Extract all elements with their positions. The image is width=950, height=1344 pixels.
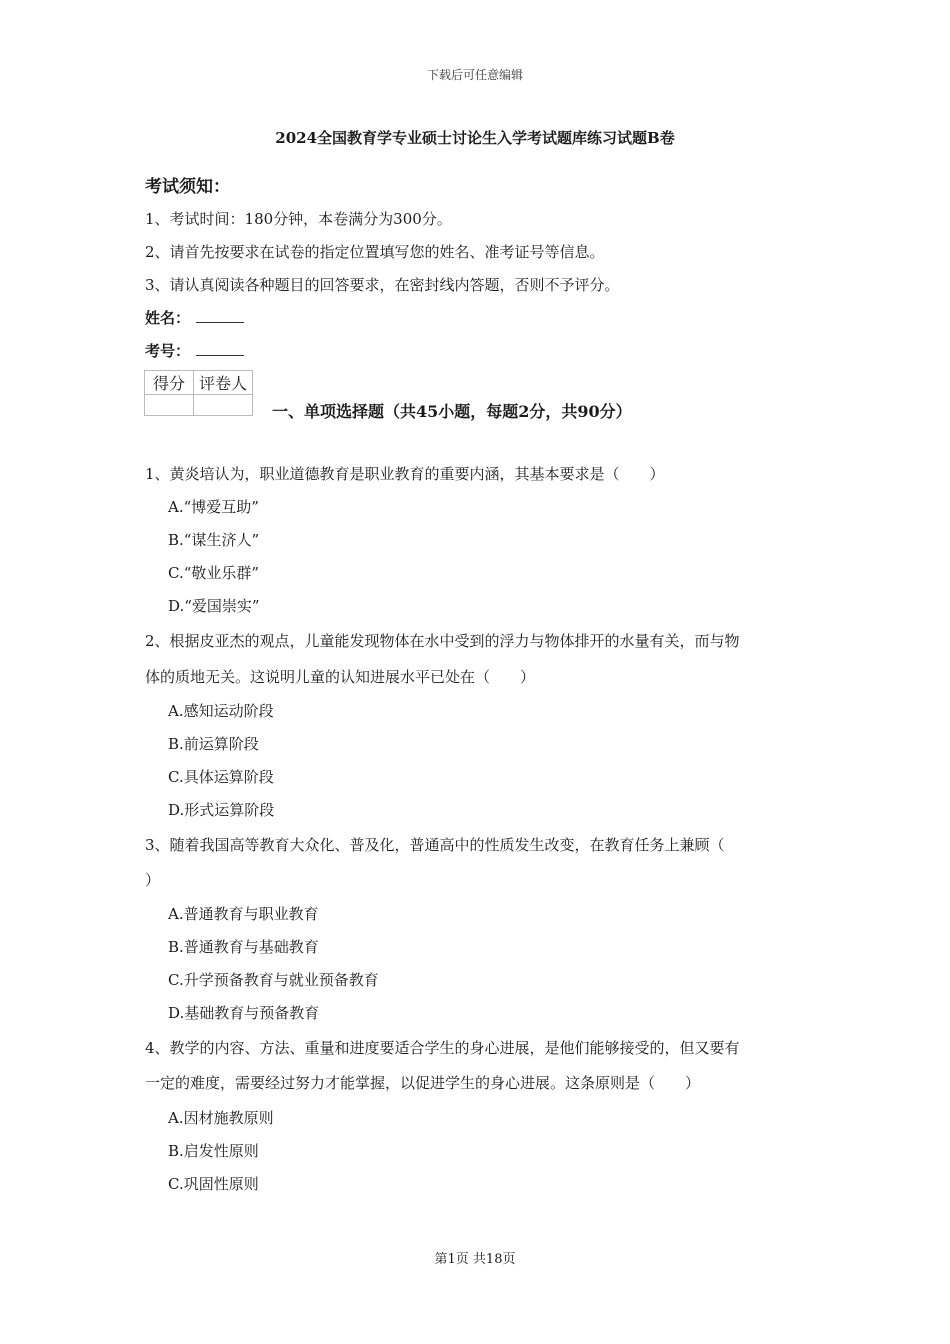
id-blank[interactable] xyxy=(196,341,244,356)
score-header: 得分 xyxy=(145,371,194,395)
page-footer: 第1页 共18页 xyxy=(434,1252,516,1267)
question-text: 1、黄炎培认为，职业道德教育是职业教育的重要内涵，其基本要求是（ ） xyxy=(145,465,665,483)
option-item: B.普通教育与基础教育 xyxy=(168,938,319,956)
question-text: 4、教学的内容、方法、重量和进度要适合学生的身心进展，是他们能够接受的，但又要有 xyxy=(145,1039,740,1057)
option-item: B.启发性原则 xyxy=(168,1142,259,1160)
name-field xyxy=(145,307,244,328)
option-item: C.巩固性原则 xyxy=(168,1175,259,1193)
question-text: 体的质地无关。这说明儿童的认知进展水平已处在（ ） xyxy=(145,668,536,686)
name-blank[interactable] xyxy=(196,308,244,323)
option-item: A.因材施教原则 xyxy=(168,1109,274,1127)
score-table xyxy=(144,370,253,416)
option-item: A.感知运动阶段 xyxy=(168,702,274,720)
question-text: 一定的难度，需要经过努力才能掌握，以促进学生的身心进展。这条原则是（ ） xyxy=(145,1074,701,1092)
question-text: ） xyxy=(145,871,161,889)
notice-item: 1、考试时间：180分钟，本卷满分为300分。 xyxy=(145,210,452,228)
score-cell[interactable] xyxy=(145,395,194,416)
header-note: 下载后可任意编辑 xyxy=(426,68,523,82)
notice-item: 3、请认真阅读各种题目的回答要求，在密封线内答题，否则不予评分。 xyxy=(145,276,620,294)
option-item: A.“博爱互助” xyxy=(168,498,259,516)
grader-cell[interactable] xyxy=(194,395,253,416)
id-field xyxy=(145,340,244,361)
option-item: D.形式运算阶段 xyxy=(168,801,275,819)
option-item: D.“爱国崇实” xyxy=(168,597,260,615)
notice-heading: 考试须知： xyxy=(145,177,230,197)
option-item: C.“敬业乐群” xyxy=(168,564,260,582)
question-text: 2、根据皮亚杰的观点，儿童能发现物体在水中受到的浮力与物体排开的水量有关，而与物 xyxy=(145,632,740,650)
option-item: A.普通教育与职业教育 xyxy=(168,905,319,923)
id-label: 考号： xyxy=(145,342,191,360)
grader-header: 评卷人 xyxy=(194,371,253,395)
question-text: 3、随着我国高等教育大众化、普及化，普通高中的性质发生改变，在教育任务上兼顾（ xyxy=(145,836,725,854)
notice-item: 2、请首先按要求在试卷的指定位置填写您的姓名、准考证号等信息。 xyxy=(145,243,605,261)
document-title: 2024全国教育学专业硕士讨论生入学考试题库练习试题B卷 xyxy=(275,129,675,147)
section-title: 一、单项选择题（共45小题，每题2分，共90分） xyxy=(272,402,632,421)
option-item: B.前运算阶段 xyxy=(168,735,259,753)
option-item: D.基础教育与预备教育 xyxy=(168,1004,320,1022)
option-item: B.“谋生济人” xyxy=(168,531,260,549)
name-label: 姓名： xyxy=(145,309,191,327)
option-item: C.升学预备教育与就业预备教育 xyxy=(168,971,379,989)
option-item: C.具体运算阶段 xyxy=(168,768,274,786)
